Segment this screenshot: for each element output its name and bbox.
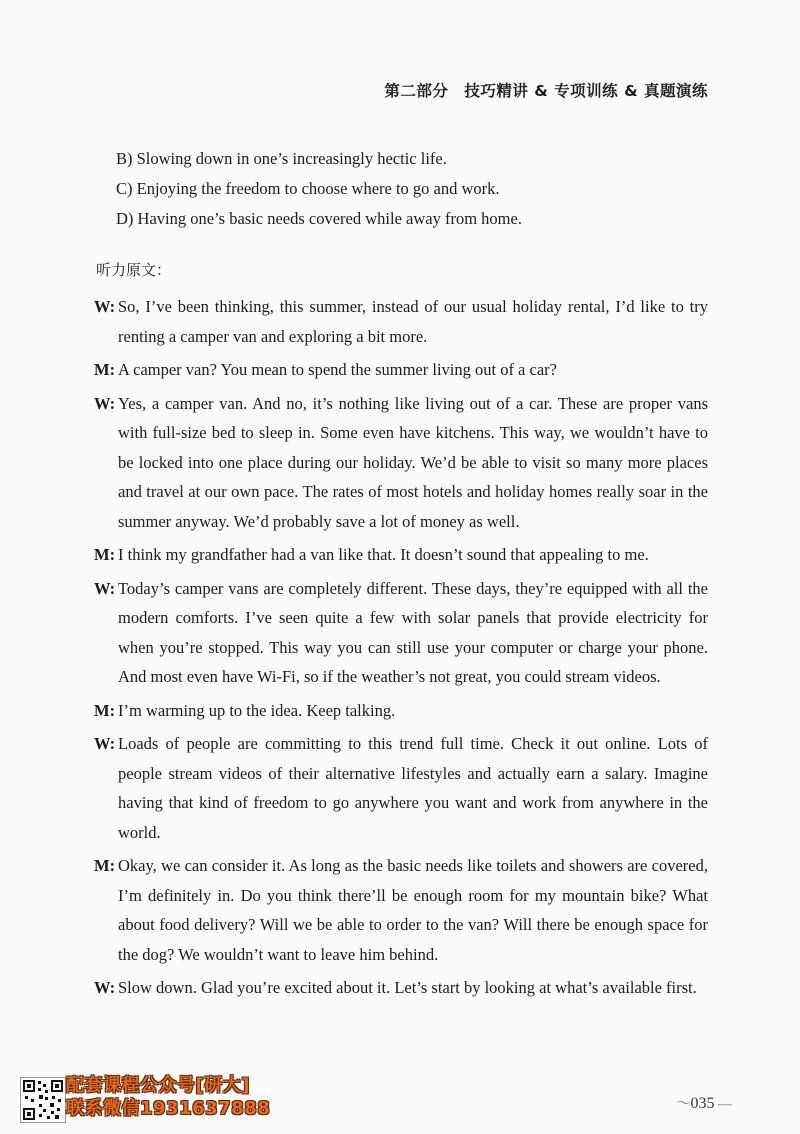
speaker-label: W: (94, 734, 116, 753)
speaker-label: M: (94, 360, 116, 379)
speaker-label: W: (94, 297, 116, 316)
transcript (96, 292, 708, 1007)
option-c: C) Enjoying the freedom to choose where to go and work. (116, 179, 500, 198)
dialogue-turn (96, 696, 708, 726)
promo-line-contact: 联系微信1931637888 (66, 1098, 271, 1119)
section-title: 第二部分 技巧精讲 & 专项训练 & 真题演练 (384, 82, 708, 100)
dialogue-text: I’m warming up to the idea. Keep talking. (118, 700, 396, 720)
dialogue-text: Today’s camper vans are completely different. These days, they’re equipped with all the modern comforts. I’ve seen quite a few with solar panels that provide electricity for when you’re stopped. This way you can still use your computer or charge your phone. And most even have Wi-Fi, so if the weather’s not great, you could stream videos. (118, 578, 708, 686)
option-b: B) Slowing down in one’s increasingly hectic life. (116, 149, 447, 168)
dialogue-text: A camper van? You mean to spend the summer living out of a car? (118, 360, 557, 379)
promo-line-account: 配套课程公众号[研大] (66, 1075, 250, 1096)
dialogue-turn (96, 729, 708, 847)
qr-code-icon[interactable] (20, 1077, 66, 1123)
dialogue-turn (96, 292, 708, 351)
option-d: D) Having one’s basic needs covered while away from home. (116, 209, 522, 228)
speaker-label: W: (94, 978, 116, 997)
dialogue-turn (96, 851, 708, 969)
dialogue-turn (96, 540, 708, 570)
dialogue-text: Yes, a camper van. And no, it’s nothing like living out of a car. These are proper vans with full-size bed to sleep in. Some even have kitchens. This way, we wouldn’t have to be locked into one place during our holiday. We’d be able to visit so many more places and travel at our own pace. The rates of most hotels and holiday homes really soar in the summer anyway. We’d probably save a lot of money as well. (118, 393, 708, 531)
page-footer (0, 1070, 800, 1130)
dialogue-turn (96, 389, 708, 537)
dialogue-text: Loads of people are committing to this trend full time. Check it out online. Lots of people stream videos of their alternative lifestyles and actually earn a salary. Imagine having that kind of freedom to go anywhere you want and work from anywhere in the world. (118, 734, 708, 842)
dialogue-turn (96, 355, 708, 385)
speaker-label: M: (94, 700, 116, 720)
answer-options (116, 144, 716, 234)
speaker-label: M: (94, 545, 116, 564)
speaker-label: W: (94, 578, 116, 598)
dialogue-turn (96, 973, 708, 1003)
dialogue-text: Okay, we can consider it. As long as the basic needs like toilets and showers are covered, I’m definitely in. Do you think there’ll be enough room for my mountain bike? What about food delivery? Will we be able to order to the van? Will there be enough space for the dog? We wouldn’t want to leave him behind. (118, 856, 708, 964)
dialogue-text: So, I’ve been thinking, this summer, instead of our usual holiday rental, I’d like to try renting a camper van and exploring a bit more. (118, 297, 708, 346)
speaker-label: M: (94, 856, 116, 875)
page-number-value: 035 (690, 1095, 715, 1112)
promo-banner (66, 1074, 270, 1120)
dialogue-turn (96, 574, 708, 692)
speaker-label: W: (94, 393, 116, 413)
page-number: ～035 — (676, 1095, 732, 1112)
transcript-label: 听力原文： (96, 261, 172, 279)
dialogue-text: Slow down. Glad you’re excited about it. Let’s start by looking at what’s available first. (118, 978, 697, 997)
dialogue-text: I think my grandfather had a van like that. It doesn’t sound that appealing to me. (118, 545, 649, 564)
